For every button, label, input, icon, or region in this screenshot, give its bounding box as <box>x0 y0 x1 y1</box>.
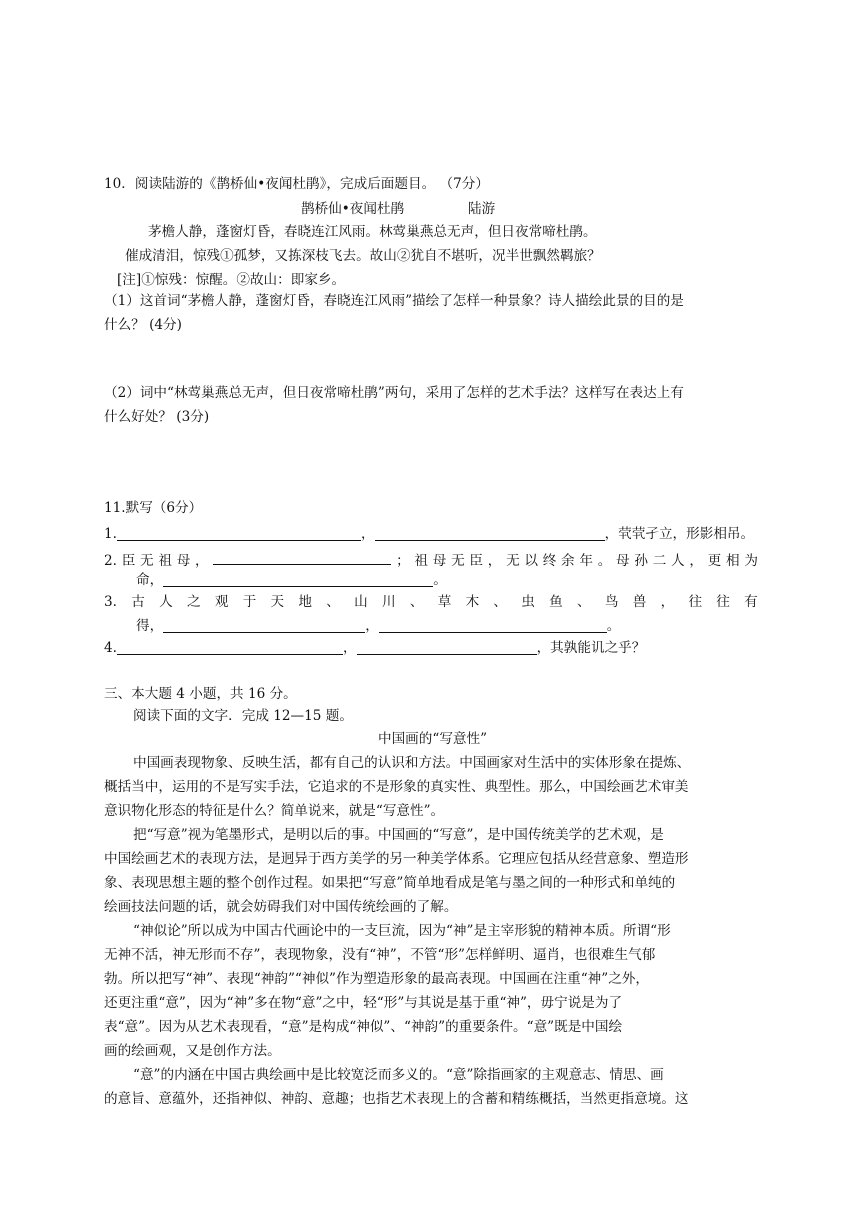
char: ， <box>660 594 675 610</box>
char: 为 <box>744 553 758 569</box>
answer-blank[interactable] <box>375 526 605 541</box>
poem-note: [注]①惊残：惊醒。②故山：即家乡。 <box>117 272 346 288</box>
char: 臣 <box>121 553 136 569</box>
char: 川 <box>381 594 396 610</box>
char: 无 <box>451 553 465 569</box>
article-line: 概括当中，运用的不是写实手法，它追求的不是形象的真实性、典型性。那么，中国绘画艺术审美 <box>104 779 689 795</box>
poem-author: 陆游 <box>468 201 496 217</box>
char: 母 <box>432 553 447 569</box>
char: 鱼 <box>549 594 563 610</box>
article-line: 象、表现思想主题的整个创作过程。如果把“写意”简单地看成是笔与墨之间的一种形式和单纯的 <box>104 875 676 891</box>
char: 无 <box>506 553 520 569</box>
sub-question-1-line-1: （1）这首词“茅檐人静，蓬窗灯昏，春晓连江风雨”描绘了怎样一种景象？诗人描绘此景的目的是 <box>104 293 684 309</box>
sub-question-2-line-1: （2）词中“林莺巢燕总无声，但日夜常啼杜鹃”两句，采用了怎样的艺术手法？这样写在表达上有 <box>104 385 684 401</box>
question-11-header: 11.默写（6分） <box>104 500 203 516</box>
item-tail: ，其孰能讥之乎？ <box>536 640 646 656</box>
sub-question-2-line-2: 什么好处？ (3分) <box>104 409 210 425</box>
char: ， <box>487 553 502 569</box>
char: 地 <box>298 594 312 610</box>
char: 、 <box>409 594 424 610</box>
char: 二 <box>652 553 667 569</box>
char: 有 <box>744 594 758 610</box>
item-tail: 。 <box>433 572 447 588</box>
article-line: 中国画表现物象、反映生活，都有自己的认识和方法。中国画家对生活中的实体形象在提炼、 <box>133 755 691 771</box>
char: 兽 <box>632 594 647 610</box>
article-line: 还更注重“意”，因为“神”多在物“意”之中，轻“形”与其说是基于重“神”，毋宁说是为了 <box>104 995 623 1011</box>
char: 、 <box>493 594 508 610</box>
char: ， <box>195 553 209 569</box>
section-3-instruction: 阅读下面的文字．完成 12—15 题。 <box>133 708 353 724</box>
separator: ， <box>365 618 379 634</box>
dictation-item-2-continued <box>136 572 447 588</box>
char: 。 <box>597 553 612 569</box>
char: 、 <box>326 594 340 610</box>
poem-title: 鹊桥仙•夜闻杜鹃 <box>301 201 405 217</box>
answer-blank[interactable] <box>117 640 343 655</box>
char: 相 <box>726 553 740 569</box>
char: 观 <box>214 594 229 610</box>
article-line: “意”的内涵在中国古典绘画中是比较宽泛而多义的。“意”除指画家的主观意志、情思、画 <box>133 1067 664 1083</box>
char: 古 <box>131 594 145 610</box>
char: ， <box>689 553 703 569</box>
char: 终 <box>542 553 557 569</box>
char: 虫 <box>521 594 535 610</box>
char: 木 <box>465 594 480 610</box>
section-3-header: 三、本大题 4 小题，共 16 分。 <box>104 686 297 702</box>
answer-blank[interactable] <box>117 526 361 541</box>
separator: ， <box>342 640 357 656</box>
article-line: “神似论”所以成为中国古代画论中的一支巨流，因为“神”是主宰形貌的精神本质。所谓“形 <box>133 923 671 939</box>
article-title: 中国画的“写意性” <box>378 731 488 747</box>
char: 无 <box>140 553 154 569</box>
answer-blank[interactable] <box>357 640 537 655</box>
article-line: 中国绘画艺术的表现方法，是迥异于西方美学的另一种美学体系。它理应包括从经营意象、塑造形 <box>104 851 689 867</box>
char: 祖 <box>414 553 429 569</box>
char: 天 <box>270 594 285 610</box>
answer-blank[interactable] <box>213 550 391 565</box>
separator: ， <box>360 526 375 542</box>
char: 以 <box>524 553 538 569</box>
article-line: 画的绘画观，又是创作方法。 <box>104 1043 281 1059</box>
char: 草 <box>437 594 452 610</box>
article-line: 意识物化形态的特征是什么？简单说来，就是“写意性”。 <box>104 803 445 819</box>
continued-text: 得， <box>136 618 164 634</box>
char: 之 <box>186 594 201 610</box>
char: 祖 <box>158 553 172 569</box>
char: 人 <box>159 594 173 610</box>
char: ； <box>396 553 410 569</box>
article-line: 把“写意”视为笔墨形式，是明以后的事。中国画的“写意”，是中国传统美学的艺术观，是 <box>133 827 664 843</box>
dictation-item-3-continued <box>136 618 620 634</box>
item-tail: 。 <box>606 618 621 634</box>
char: 年 <box>579 553 593 569</box>
article-line: 的意旨、意蕴外，还指神似、神韵、意趣；也指艺术表现上的含蓄和精练概括，当然更指意境。这 <box>104 1091 689 1107</box>
dictation-item-4 <box>104 640 645 656</box>
char: 往 <box>716 594 730 610</box>
item-number: 4. <box>104 640 117 656</box>
article-line: 表“意”。因为从艺术表现看，“意”是构成“神似”、“神韵”的重要条件。“意”既是中国绘 <box>104 1019 623 1035</box>
dictation-item-1 <box>104 526 754 542</box>
item-number: 2. <box>104 553 117 569</box>
char: 山 <box>354 594 368 610</box>
answer-blank[interactable] <box>163 618 365 633</box>
char: 更 <box>707 553 722 569</box>
answer-blank[interactable] <box>163 572 433 587</box>
char: 、 <box>577 594 591 610</box>
char: 人 <box>671 553 685 569</box>
sub-question-1-line-2: 什么？ (4分) <box>104 317 182 333</box>
continued-text: 命， <box>136 572 164 588</box>
article-line: 勃。所以把写“神”、表现“神韵”“神似”作为塑造形象的最高表现。中国画在注重“神”之外， <box>104 971 649 987</box>
char: 孙 <box>634 553 648 569</box>
poem-line-1: 茅檐人静，蓬窗灯昏，春晓连江风雨。林莺巢燕总无声，但日夜常啼杜鹃。 <box>148 224 597 240</box>
char: 母 <box>176 553 191 569</box>
answer-blank[interactable] <box>379 618 607 633</box>
char: 臣 <box>469 553 483 569</box>
question-10-header: 10．阅读陆游的《鹊桥仙•夜闻杜鹃》，完成后面题目。 （7分） <box>104 176 489 192</box>
item-number: 1. <box>104 526 117 542</box>
char: 往 <box>688 594 703 610</box>
article-line: 绘画技法问题的话，就会妨碍我们对中国传统绘画的了解。 <box>104 899 458 915</box>
dictation-item-3 <box>104 596 758 610</box>
item-tail: ，茕茕孑立，形影相吊。 <box>604 526 755 542</box>
poem-line-2: 催成清泪，惊残①孤梦，又拣深枝飞去。故山②犹自不堪听，况半世飘然羁旅？ <box>125 248 601 264</box>
char: 鸟 <box>604 594 619 610</box>
char: 余 <box>561 553 575 569</box>
item-number: 3. <box>104 594 117 610</box>
char: 于 <box>242 594 257 610</box>
dictation-item-2 <box>104 550 758 569</box>
article-line: 无神不活，神无形而不存”，表现物象，没有“神”，不管“形”怎样鲜明、逼肖，也很难生气郁 <box>104 947 656 963</box>
char: 母 <box>616 553 630 569</box>
